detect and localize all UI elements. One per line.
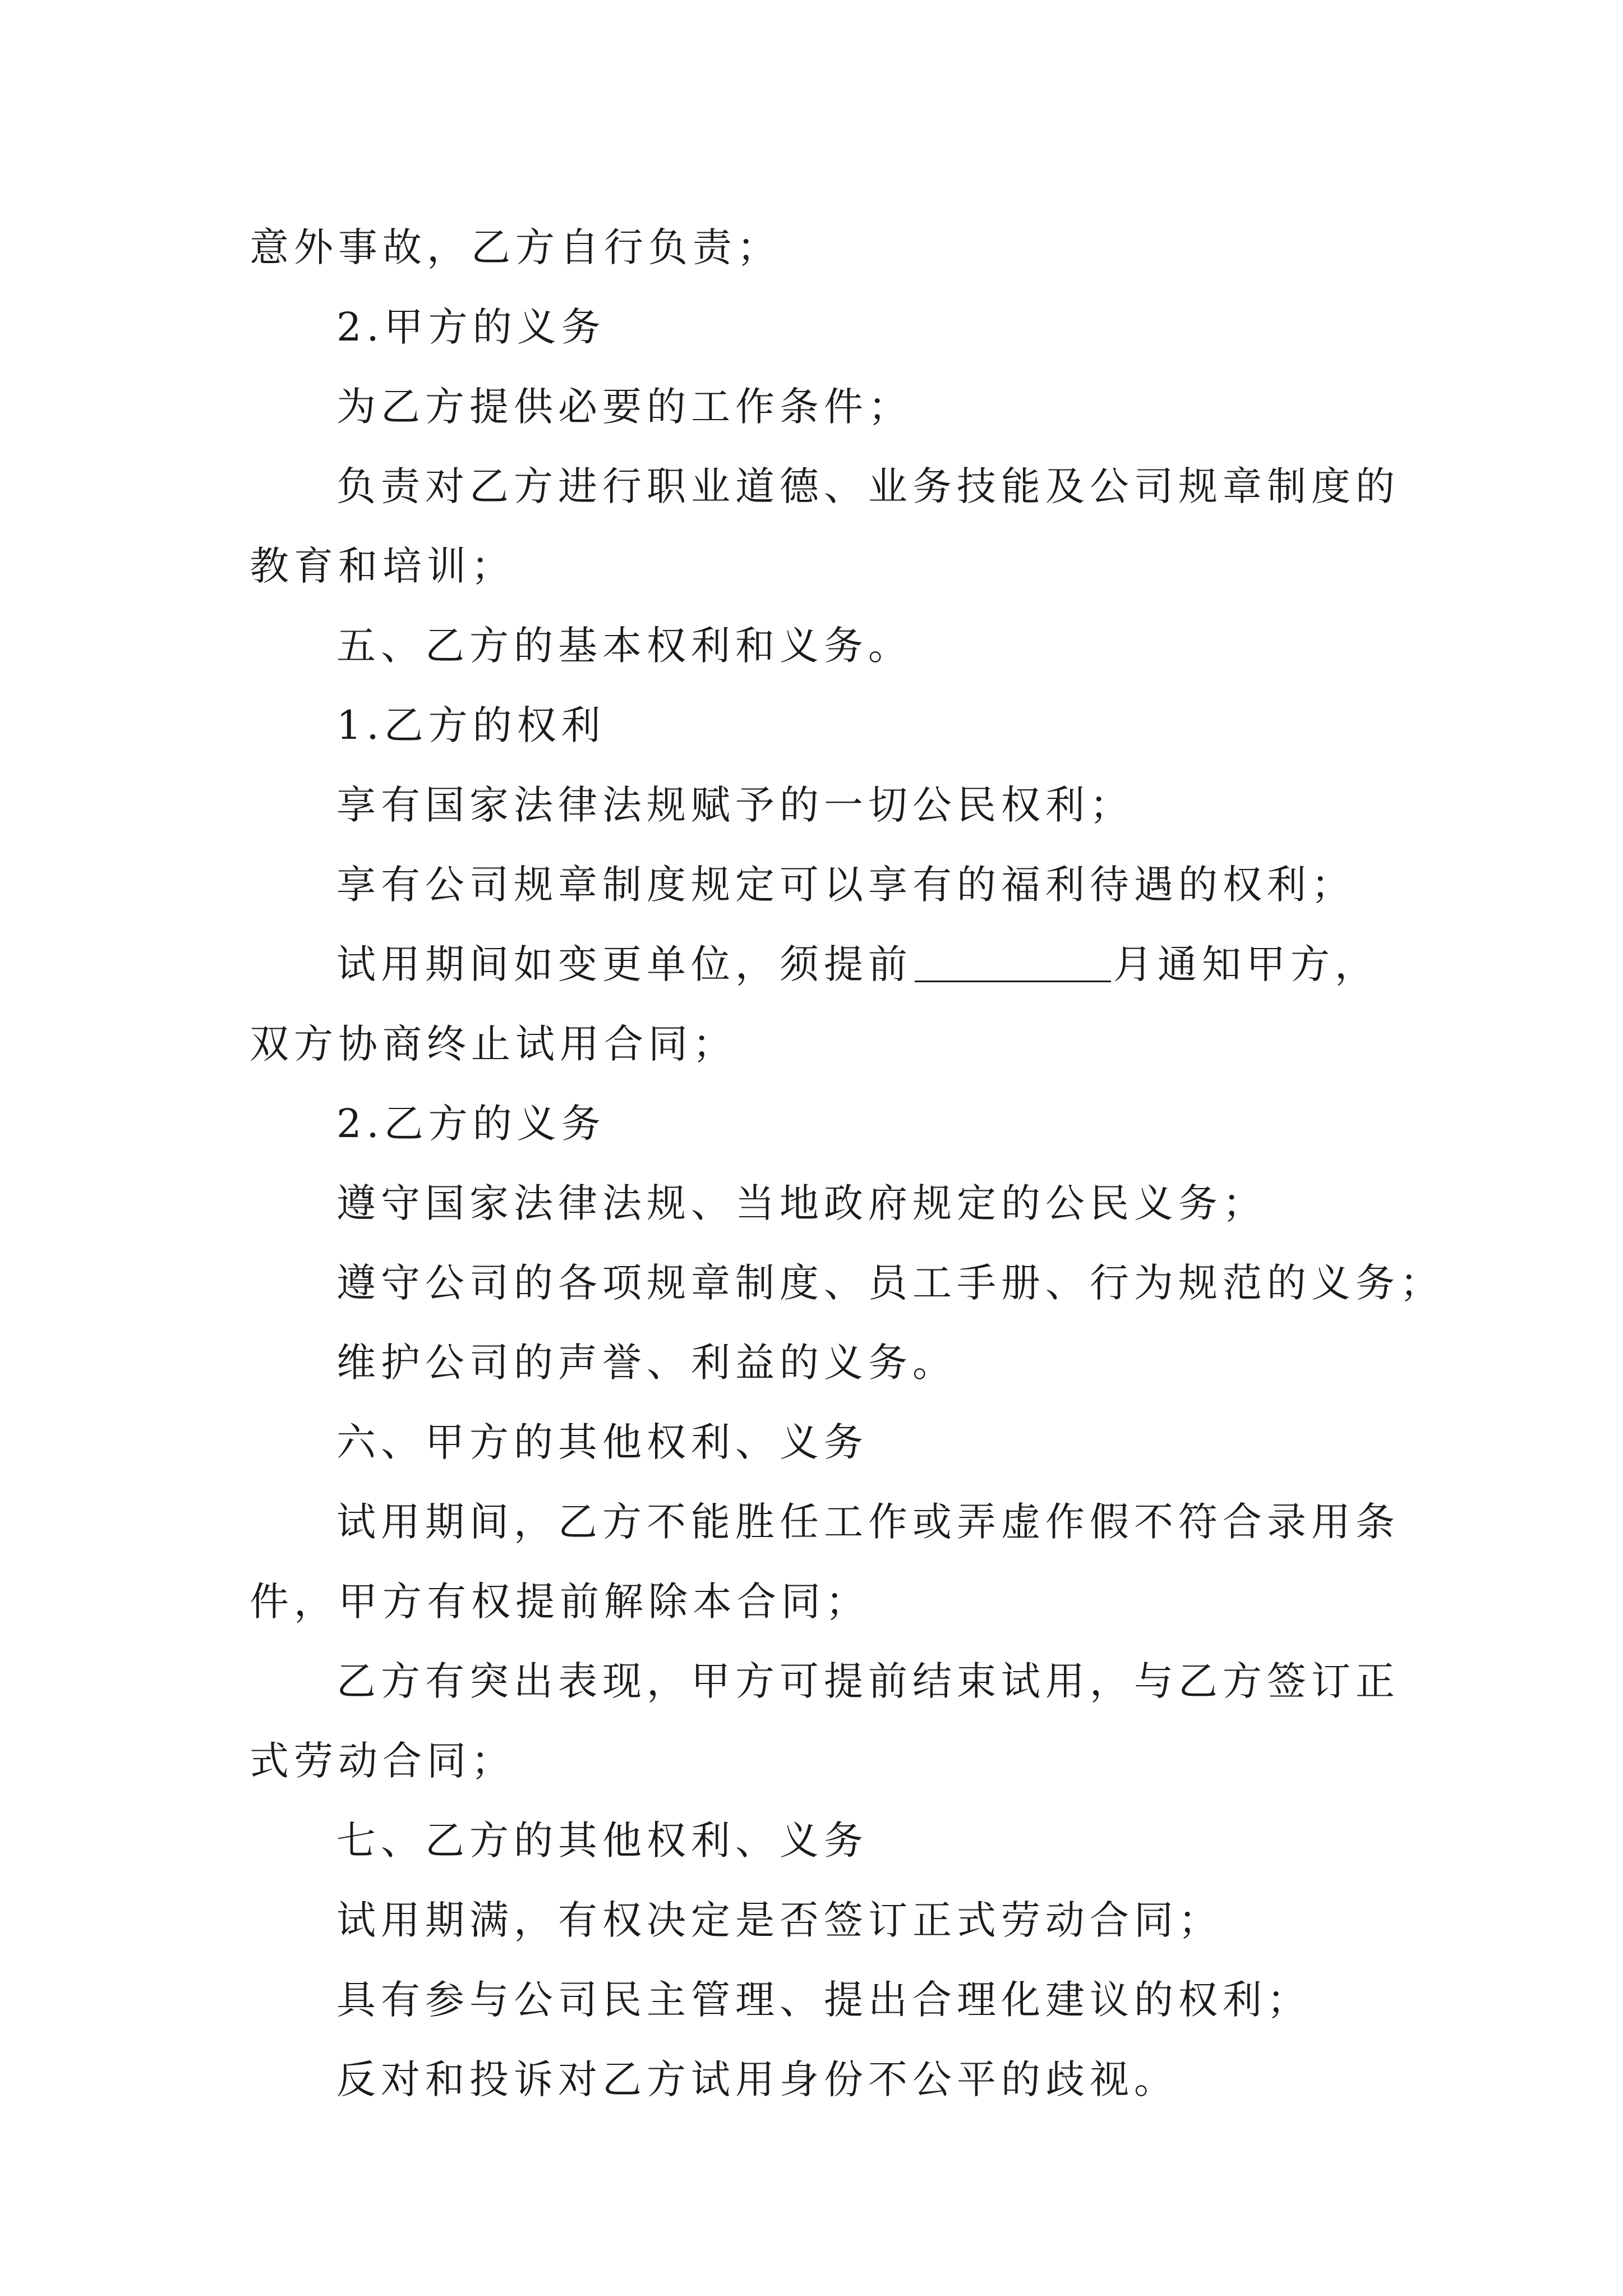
text-line: 遵守公司的各项规章制度、员工手册、行为规范的义务；: [336, 1260, 1444, 1306]
section-heading: 2.乙方的义务: [336, 1101, 606, 1147]
section-heading: 七、乙方的其他权利、义务: [336, 1818, 868, 1864]
section-heading: 六、甲方的其他权利、义务: [336, 1419, 868, 1465]
text-line: 负责对乙方进行职业道德、业务技能及公司规章制度的: [336, 463, 1400, 509]
notice-clause-after: 月通知甲方，: [1113, 941, 1379, 987]
text-line: 试用期间，乙方不能胜任工作或弄虚作假不符合录用条: [336, 1499, 1400, 1545]
text-line: 式劳动合同；: [250, 1738, 515, 1784]
text-line: 具有参与公司民主管理、提出合理化建议的权利；: [336, 1977, 1311, 2023]
text-line: 乙方有突出表现，甲方可提前结束试用，与乙方签订正: [336, 1658, 1400, 1704]
section-heading: 1.乙方的权利: [336, 702, 606, 748]
document-page: [250, 208, 1444, 2119]
text-line: 遵守国家法律法规、当地政府规定的公民义务；: [336, 1180, 1267, 1226]
text-line: 享有公司规章制度规定可以享有的福利待遇的权利；: [336, 862, 1355, 908]
section-heading: 2.甲方的义务: [336, 304, 606, 350]
text-line: 享有国家法律法规赋予的一切公民权利；: [336, 782, 1134, 828]
text-line: 试用期满，有权决定是否签订正式劳动合同；: [336, 1897, 1223, 1943]
fill-in-blank: [915, 947, 1111, 982]
text-line: 意外事故，乙方自行负责；: [250, 224, 781, 270]
notice-clause-line: [250, 924, 1382, 1004]
section-heading: 五、乙方的基本权利和义务。: [336, 623, 912, 669]
text-line: 教育和培训；: [250, 543, 515, 589]
text-line: 为乙方提供必要的工作条件；: [336, 384, 912, 430]
text-line: 反对和投诉对乙方试用身份不公平的歧视。: [336, 2056, 1178, 2102]
text-line: 双方协商终止试用合同；: [250, 1021, 737, 1067]
text-line: 件，甲方有权提前解除本合同；: [250, 1579, 870, 1625]
text-line: 维护公司的声誉、利益的义务。: [336, 1340, 957, 1386]
notice-clause-before: 试用期间如变更单位，须提前: [336, 941, 912, 987]
